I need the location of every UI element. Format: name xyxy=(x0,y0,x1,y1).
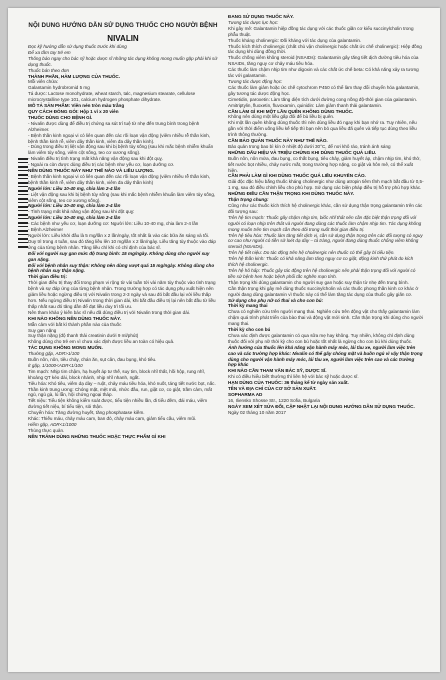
right-column-paragraph: Không nên dùng một liều gấp đôi để bù liều bị quên. xyxy=(228,114,335,120)
left-column-paragraph: Không dùng cho trẻ em vì chưa xác định được liều an toàn có hiệu quả. xyxy=(28,339,175,345)
left-column-paragraph: Mỗi viên chứa: xyxy=(28,79,59,85)
right-column-paragraph: Các thuốc làm giảm hoặc ức chế cytochrom P450 có thể làm thay đổi chuyển hóa galantamin, gây tương tác dược động học. xyxy=(228,84,420,96)
right-column-paragraph: Chưa xác định được galantamin có qua sữa mẹ hay không. Tuy nhiên, không chỉ định dùng thuốc đối với phụ nữ thời kỳ cho con bú hoặc tốt nhất là ngừng cho con bú khi dùng thuốc. xyxy=(228,332,415,344)
right-column-paragraph: Trên hệ thần kinh: Thuốc có khả năng làm tăng nguy cơ co giật, động kinh thứ phát do kích thích hệ cholinergic. xyxy=(228,256,414,268)
right-column-paragraph: Thuốc chống viêm không steroid (NSAIDs): Galantamin gây tăng tiết dịch đường tiêu hóa của NSAIDs, tăng nguy cơ chảy máu tiêu hóa. xyxy=(228,55,419,67)
left-column xyxy=(28,44,218,440)
right-column-paragraph: Các thuốc làm chậm nhịp tim như digoxin và các chất ức chế beta: Có khả năng xảy ra tương tác với galantamin. xyxy=(228,67,419,79)
right-column-paragraph: NHỮNG DẤU HIỆU VÀ TRIỆU CHỨNG KHI DÙNG THUỐC QUÁ LIỀU. xyxy=(228,149,377,155)
left-column-paragraph: Tim mạch: Nhịp tim chậm, hạ huyết áp tư thế, suy tim, block nhĩ thất, hồi hộp, rung nhĩ, khoảng QT kéo dài, block nhánh, nhịp nhĩ nhanh, ngất. xyxy=(28,368,206,380)
left-column-paragraph: QUY CÁCH ĐÓNG GÓI: Hộp 1 vỉ x 20 viên xyxy=(28,108,119,114)
right-column xyxy=(228,14,424,416)
right-column-paragraph: Trên hệ tiết niệu: Do tác động trên hệ cholinergic nên thuốc có thể gây bí tiểu tiện. xyxy=(228,250,395,256)
left-column-paragraph: Đối với người suy gan mức độ trung bình: 15 mg/ngày. Không dùng cho người suy gan nặng. xyxy=(28,250,210,262)
right-column-paragraph: Tương tác dược lực học: xyxy=(228,19,279,25)
right-column-paragraph: Chưa có nghiên cứu trên người mang thai. Nghiên cứu trên động vật cho thấy galantamin làm chậm quá trình phát triển của bào thai và động vật mới sinh. Cần thận trọng khi dùng cho người mang thai. xyxy=(228,309,424,327)
left-column-paragraph: Chuyển hóa: Tăng đường huyết, tăng phosphatase kiềm. xyxy=(28,410,145,416)
left-column-paragraph: - Các bệnh như yếu cơ, loạn dưỡng cơ: Người lớn: Liều 10-40 mg, chia làm 2-4 lần xyxy=(28,221,199,227)
left-column-paragraph: Suy thận nặng (độ thanh thải creatinin dưới 9 ml/phút) xyxy=(28,333,139,339)
left-column-paragraph: KHI NÀO KHÔNG NÊN DÙNG THUỐC NÀY. xyxy=(28,315,121,321)
right-column-paragraph: Tương tác dược động học: xyxy=(228,78,283,84)
leaflet-page xyxy=(8,8,440,672)
left-column-paragraph: Người lớn: Liều khởi đầu là 5 mg/lần x 2 lần/ngày, tốt nhất là vào các bữa ăn sáng và tối. Duy trì trong 4 tuần, sau đó tăng liều lên 10 mg/lần x 2 lần/ngày. Liều tăng tùy thuộc vào đáp ứng của từng bệnh nhân. Tăng liều chỉ khi có chỉ định của bác sĩ. xyxy=(28,233,216,250)
right-column-paragraph: NHỮNG ĐIỀU CẦN THẬN TRỌNG KHI DÙNG THUỐC NÀY. xyxy=(228,191,355,197)
left-column-paragraph: THÀNH PHẦN, HÀM LƯỢNG CỦA THUỐC. xyxy=(28,73,121,79)
barcode-strip xyxy=(18,158,28,248)
left-column-paragraph: Thời gian điều trị: xyxy=(28,274,67,280)
right-column-paragraph: Khi có điều hiểu biết thường thì liên hệ với bác sỹ hoặc dược sĩ. xyxy=(228,374,359,380)
right-column-paragraph: Thuốc kích thích cholinergic (chất chủ vận cholinergic hoặc chất ức chế cholinergic): Hiệp đồng tác dụng khi dùng đồng thời. xyxy=(228,43,422,55)
right-column-paragraph: Buồn nôn, nôn mửa, đau bụng, co thắt bụng, tiêu chảy, giảm huyết áp, chậm nhịp tim, khó thở, tiết nước bọt nhiều, chảy nước mắt, trong trường hợp nặng, co giật và hôn mê, có thể xuất hiện. xyxy=(228,155,421,173)
right-column-paragraph: Ảnh hưởng của thuốc lên khả năng vận hành máy móc, lái tàu xe, người làm việc trên cao và các trường hợp khác: Nivalin có thể gây chóng mặt và buồn ngủ vì vậy thận trọng dùng cho người vận hành máy móc, lái tàu xe, người làm việc trên cao và các trường hợp khác xyxy=(228,344,423,368)
right-column-paragraph: KHI NÀO CẦN THAM VẤN BÁC SỸ, DƯỢC SĨ. xyxy=(228,368,327,374)
right-column-paragraph: Amitriptylin, fluoxetin, fluvoxamin, quinidin: Làm giảm thanh thải galantamin. xyxy=(228,102,383,108)
right-column-paragraph: Thuốc kháng cholinergic: Đối kháng với tác dụng của galantamin. xyxy=(228,37,362,43)
left-column-paragraph: Suy gan nặng xyxy=(28,327,57,333)
right-column-paragraph: Khi gây mê: Galantamin hiệp đồng tác dụng với các thuốc giãn cơ kiểu succinylcholin trong phẫu thuật. xyxy=(228,25,414,37)
left-column-paragraph: NÊN DÙNG THUỐC NÀY NHƯ THẾ NÀO VÀ LIỀU LƯỢNG. xyxy=(28,168,155,174)
left-column-paragraph: - Ngoài ra còn được dùng điều trị các bệnh như yếu cơ, loạn dưỡng cơ. xyxy=(28,162,175,168)
left-column-paragraph: Hiếm gặp, ADR<1/1000 xyxy=(28,422,77,427)
left-column-paragraph: Khác: Thiếu máu, chảy máu cam, ban đỏ, chảy máu cam, giảm tiểu cầu, viêm mũi. xyxy=(28,416,197,422)
left-column-paragraph: Thuốc bán theo đơn xyxy=(28,67,70,73)
left-column-paragraph: Ít gặp, 1/1000<ADR<1/100 xyxy=(28,362,83,368)
left-column-paragraph: - Bệnh Alzheimer xyxy=(28,227,63,233)
left-column-paragraph: Thường gặp, ADR>1/100 xyxy=(28,351,80,357)
right-column-paragraph: Bảo quản trong bao bì kín ở nhiệt độ dưới 30°C, để nơi khô ráo, tránh ánh sáng xyxy=(228,143,391,149)
right-column-paragraph: Sử dụng cho phụ nữ có thai và cho con bú: xyxy=(228,297,324,303)
right-column-paragraph: 16, Iliensko Shosse Str., 1220 Sofia, Bulgaria xyxy=(228,397,320,403)
right-column-paragraph: Cần thận trọng khi gây mê dùng thuốc succinylcholin và các thuốc phong thần kinh cơ khác ở người đang dùng galantamin vì thuốc này có thể làm tăng tác dụng của thuốc gây giãn cơ. xyxy=(228,285,419,297)
left-column-paragraph: Đọc kỹ hướng dẫn sử dụng thuốc trước khi dùng xyxy=(28,44,127,49)
left-column-paragraph: Đối với bệnh nhân suy thận: Không nên dùng vượt quá 15 mg/ngày. Không dùng cho bệnh nhân suy thận nặng. xyxy=(28,262,215,274)
left-column-paragraph: Thông báo ngay cho bác sỹ hoặc dược sĩ những tác dụng không mong muốn gặp phải khi sử dụng thuốc. xyxy=(28,55,218,67)
left-column-paragraph: Thần kinh trung ương: Chóng mặt, mệt mỏi, nhức đầu, run, giật cơ, co giật, trầm cảm, mất ngủ, ngủ gà, lú lẫn, hội chứng ngoại tháp. xyxy=(28,386,213,398)
left-column-paragraph: Thời gian điều trị thay đổi trong phạm vi rộng từ vài tuần tới vài năm tùy thuộc vào tình trạng bệnh và sự đáp ứng của từng bệnh nhân. Trong trường hợp có tác dụng phụ xuất hiện nên giảm liều hoặc ngừng điều trị với Nivalin trong 2-3 ngày và sau đó bắt đầu lại với liều thấp hơn. Nếu ngừng điều trị Nivalin trong thời gian dài, khi bắt đầu điều trị lại nên bắt đầu từ liều thấp nhất sau đó tăng dần để đạt liều duy trì tối ưu. xyxy=(28,280,216,309)
right-column-paragraph: Giải độc đặc hiệu bằng thuốc kháng cholinergic như dùng atropin tiêm tĩnh mạch bắt đầu từ 0,5-1 mg, sau đó điều chỉnh liều cho phù hợp. Sử dụng các biện pháp điều trị hỗ trợ phù hợp khác. xyxy=(228,179,424,191)
left-column-paragraph: Tá dược: Lactose monohydrate, wheat starch, talc, magnesium stearate, cellulose microcrystalline type 101, calcium hydrogen phosphate dihydrate. xyxy=(28,91,196,103)
right-column-paragraph: NGÀY XEM XÉT SỬA ĐỔI, CẬP NHẬT LẠI NỘI DUNG HƯỚNG DẪN SỬ DỤNG THUỐC. xyxy=(228,403,415,409)
left-column-paragraph: - Bệnh thần kinh ngoại vi có liên quan đến các rối loạn vận động (viêm nhiều rễ thần kinh, bệnh thần kinh rễ, viêm dây thần kinh, viêm đa dây thần kinh) xyxy=(28,173,211,185)
right-column-paragraph: TÊN VÀ ĐỊA CHỈ CỦA CƠ SỞ SẢN XUẤT. xyxy=(228,386,317,392)
left-column-paragraph: Để xa tầm tay trẻ em xyxy=(28,49,71,55)
right-column-paragraph: ĐANG SỬ DỤNG THUỐC NÀY. xyxy=(228,14,294,19)
left-column-paragraph: - Nivalin được dùng để điều trị chứng sa sút trí tuệ từ nhẹ đến trung bình trong bệnh Alzheimer. xyxy=(28,120,200,132)
left-column-paragraph: Tiết niệu: Tiểu tiện không kiểm soát được, tiểu tiện nhiều lần, đi tiểu đêm, đái máu, viêm đường tiết niệu, bí tiểu tiện, sỏi thận. xyxy=(28,398,208,410)
right-column-paragraph: Ngày 02 tháng 10 năm 2017 xyxy=(228,409,286,415)
left-column-paragraph: THUỐC DÙNG CHO BỆNH GÌ. xyxy=(28,114,93,120)
right-column-paragraph: Thời kỳ mang thai xyxy=(228,303,268,309)
right-column-paragraph: Thời kỳ cho con bú xyxy=(228,327,271,333)
right-column-paragraph: Cũng như các thuốc kích thích hệ cholinergic khác, cần sử dụng thận trọng galantamin trên các đối tượng sau: xyxy=(228,203,423,214)
left-column-paragraph: TÁC DỤNG KHÔNG MONG MUỐN. xyxy=(28,345,103,351)
left-column-paragraph: Người lớn: Liều 10-40 mg, chia làm 2-4 lần xyxy=(28,185,121,191)
right-column-paragraph: Trên hệ tim mạch: Thuốc gây chậm nhịp tim, biốc nhĩ thất nên cần đặc biệt thận trọng đối với người có loạn nhịp trên thất và người đang dùng các thuốc làm chậm nhịp tim. Tác dụng không mong muốn trên tim mạch cần theo dõi trong suốt thời gian điều trị. xyxy=(228,214,422,232)
left-column-paragraph: Galantamin hydrobromid 5 mg xyxy=(28,85,90,91)
right-column-paragraph: Cimetidin, paroxetin: Làm tăng diện tích dưới đường cong nồng độ-thời gian của galantamin. xyxy=(228,96,418,102)
left-column-paragraph: NÊN TRÁNH DÙNG NHỮNG THUỐC HOẶC THỰC PHẨM GÌ KHI xyxy=(28,433,166,439)
left-column-paragraph: - Tình trạng mất khả năng vận động sau khi đột quỵ: xyxy=(28,209,135,215)
left-column-paragraph: Tiêu hóa: Khó tiêu, viêm dạ dày – ruột, chảy máu tiêu hóa, khó nuốt, táng tiết nước bọt, nấc. xyxy=(28,380,216,386)
right-column-paragraph: Trên hệ tiêu hóa: Thuốc làm tăng tiết dịch vị, cần sử dụng thận trọng trên các đối tượng có nguy cơ cao như người có tiền sử loét dạ dày – tá tràng, người đang dùng thuốc chống viêm không steroid (NSAIDs). xyxy=(228,232,423,250)
left-column-paragraph: MÔ TẢ SẢN PHẨM: Viên nén tròn màu trắng xyxy=(28,103,125,109)
left-column-paragraph: - Dùng trong điều trị liệt vận động sau khi bị bệnh tủy sống (sau khi mắc bệnh nhiễm khuẩn làm viêm tủy sống, viêm cột sống, teo cơ xương sống). xyxy=(28,144,214,156)
right-column-paragraph: Khi một lần quên không dùng thuốc thì nên dùng liều đó ngay khi bạn nhớ ra. Tuy nhiên, nếu gần với thời điểm uống liều kế tiếp thì bạn nên bỏ qua liều đã quên và tiếp tục dùng theo liều trình thông thường. xyxy=(228,120,417,138)
right-column-paragraph: SOPHARMA AD xyxy=(228,392,263,397)
right-column-paragraph: HẠN DÙNG CỦA THUỐC: 36 tháng kể từ ngày sản xuất. xyxy=(228,380,349,386)
left-column-paragraph: Mẫn cảm với bất kì thành phần nào của thuốc xyxy=(28,321,122,327)
left-column-paragraph: Thủng thực quản. xyxy=(28,427,65,433)
document-title: NỘI DUNG HƯỚNG DẪN SỬ DỤNG THUỐC CHO NGƯỜI BỆNH xyxy=(28,22,218,29)
left-column-paragraph: Người lớn: Liều 10-40 mg, chia làm 2-4 lần xyxy=(28,215,121,221)
left-column-paragraph: - Nivalin điều trị tình trạng mất khả năng vận động sau khi đột quỵ. xyxy=(28,156,164,162)
product-name: NIVALIN xyxy=(107,34,139,43)
right-column-paragraph: CẦN PHẢI LÀM GÌ KHI DÙNG THUỐC QUÁ LIỀU KHUYẾN CÁO. xyxy=(228,173,366,179)
right-column-paragraph: CẦN LÀM GÌ KHI MỘT LẦN QUÊN KHÔNG DÙNG THUỐC. xyxy=(228,108,354,114)
left-column-paragraph: - Liệt vận động sau khi bị bệnh tủy sống (sau khi mắc bệnh nhiễm khuẩn làm viêm tủy sống, viêm cột sống, teo cơ xương sống). xyxy=(28,191,216,203)
right-column-paragraph: CẦN BẢO QUẢN THUỐC NÀY NHƯ THẾ NÀO. xyxy=(228,138,328,144)
left-column-paragraph: Buồn nôn, nôn, tiêu chảy, chán ăn, sụt cân, đau bụng, khó tiêu. xyxy=(28,357,157,363)
left-column-paragraph: Nên tham khảo ý kiến bác sĩ nếu đã dùng điều trị với Nivalin trong thời gian dài. xyxy=(28,309,191,315)
left-column-paragraph: Người lớn: Liều 10-40 mg, chia làm 2-4 lần xyxy=(28,203,121,209)
right-column-paragraph: Thận trọng chung: xyxy=(228,197,269,203)
right-column-paragraph: Trên hệ hô hấp: Thuốc gây tác động trên hệ cholinergic nên phải thận trọng đối với người có tiền sử bệnh hen hoặc bệnh phổi tắc nghẽn mạn tính. xyxy=(228,267,416,279)
left-column-paragraph: - Bệnh thần kinh ngoại vi có liên quan đến các rối loạn vận động (viêm nhiều rễ thần kinh, bệnh thần kinh rễ, viêm dây thần kinh, viêm đa dây thần kinh). xyxy=(28,132,211,144)
right-column-paragraph: Thận trọng khi dùng galantamin cho người suy gan hoặc suy thận từ nhẹ đến trung bình. xyxy=(228,279,409,285)
